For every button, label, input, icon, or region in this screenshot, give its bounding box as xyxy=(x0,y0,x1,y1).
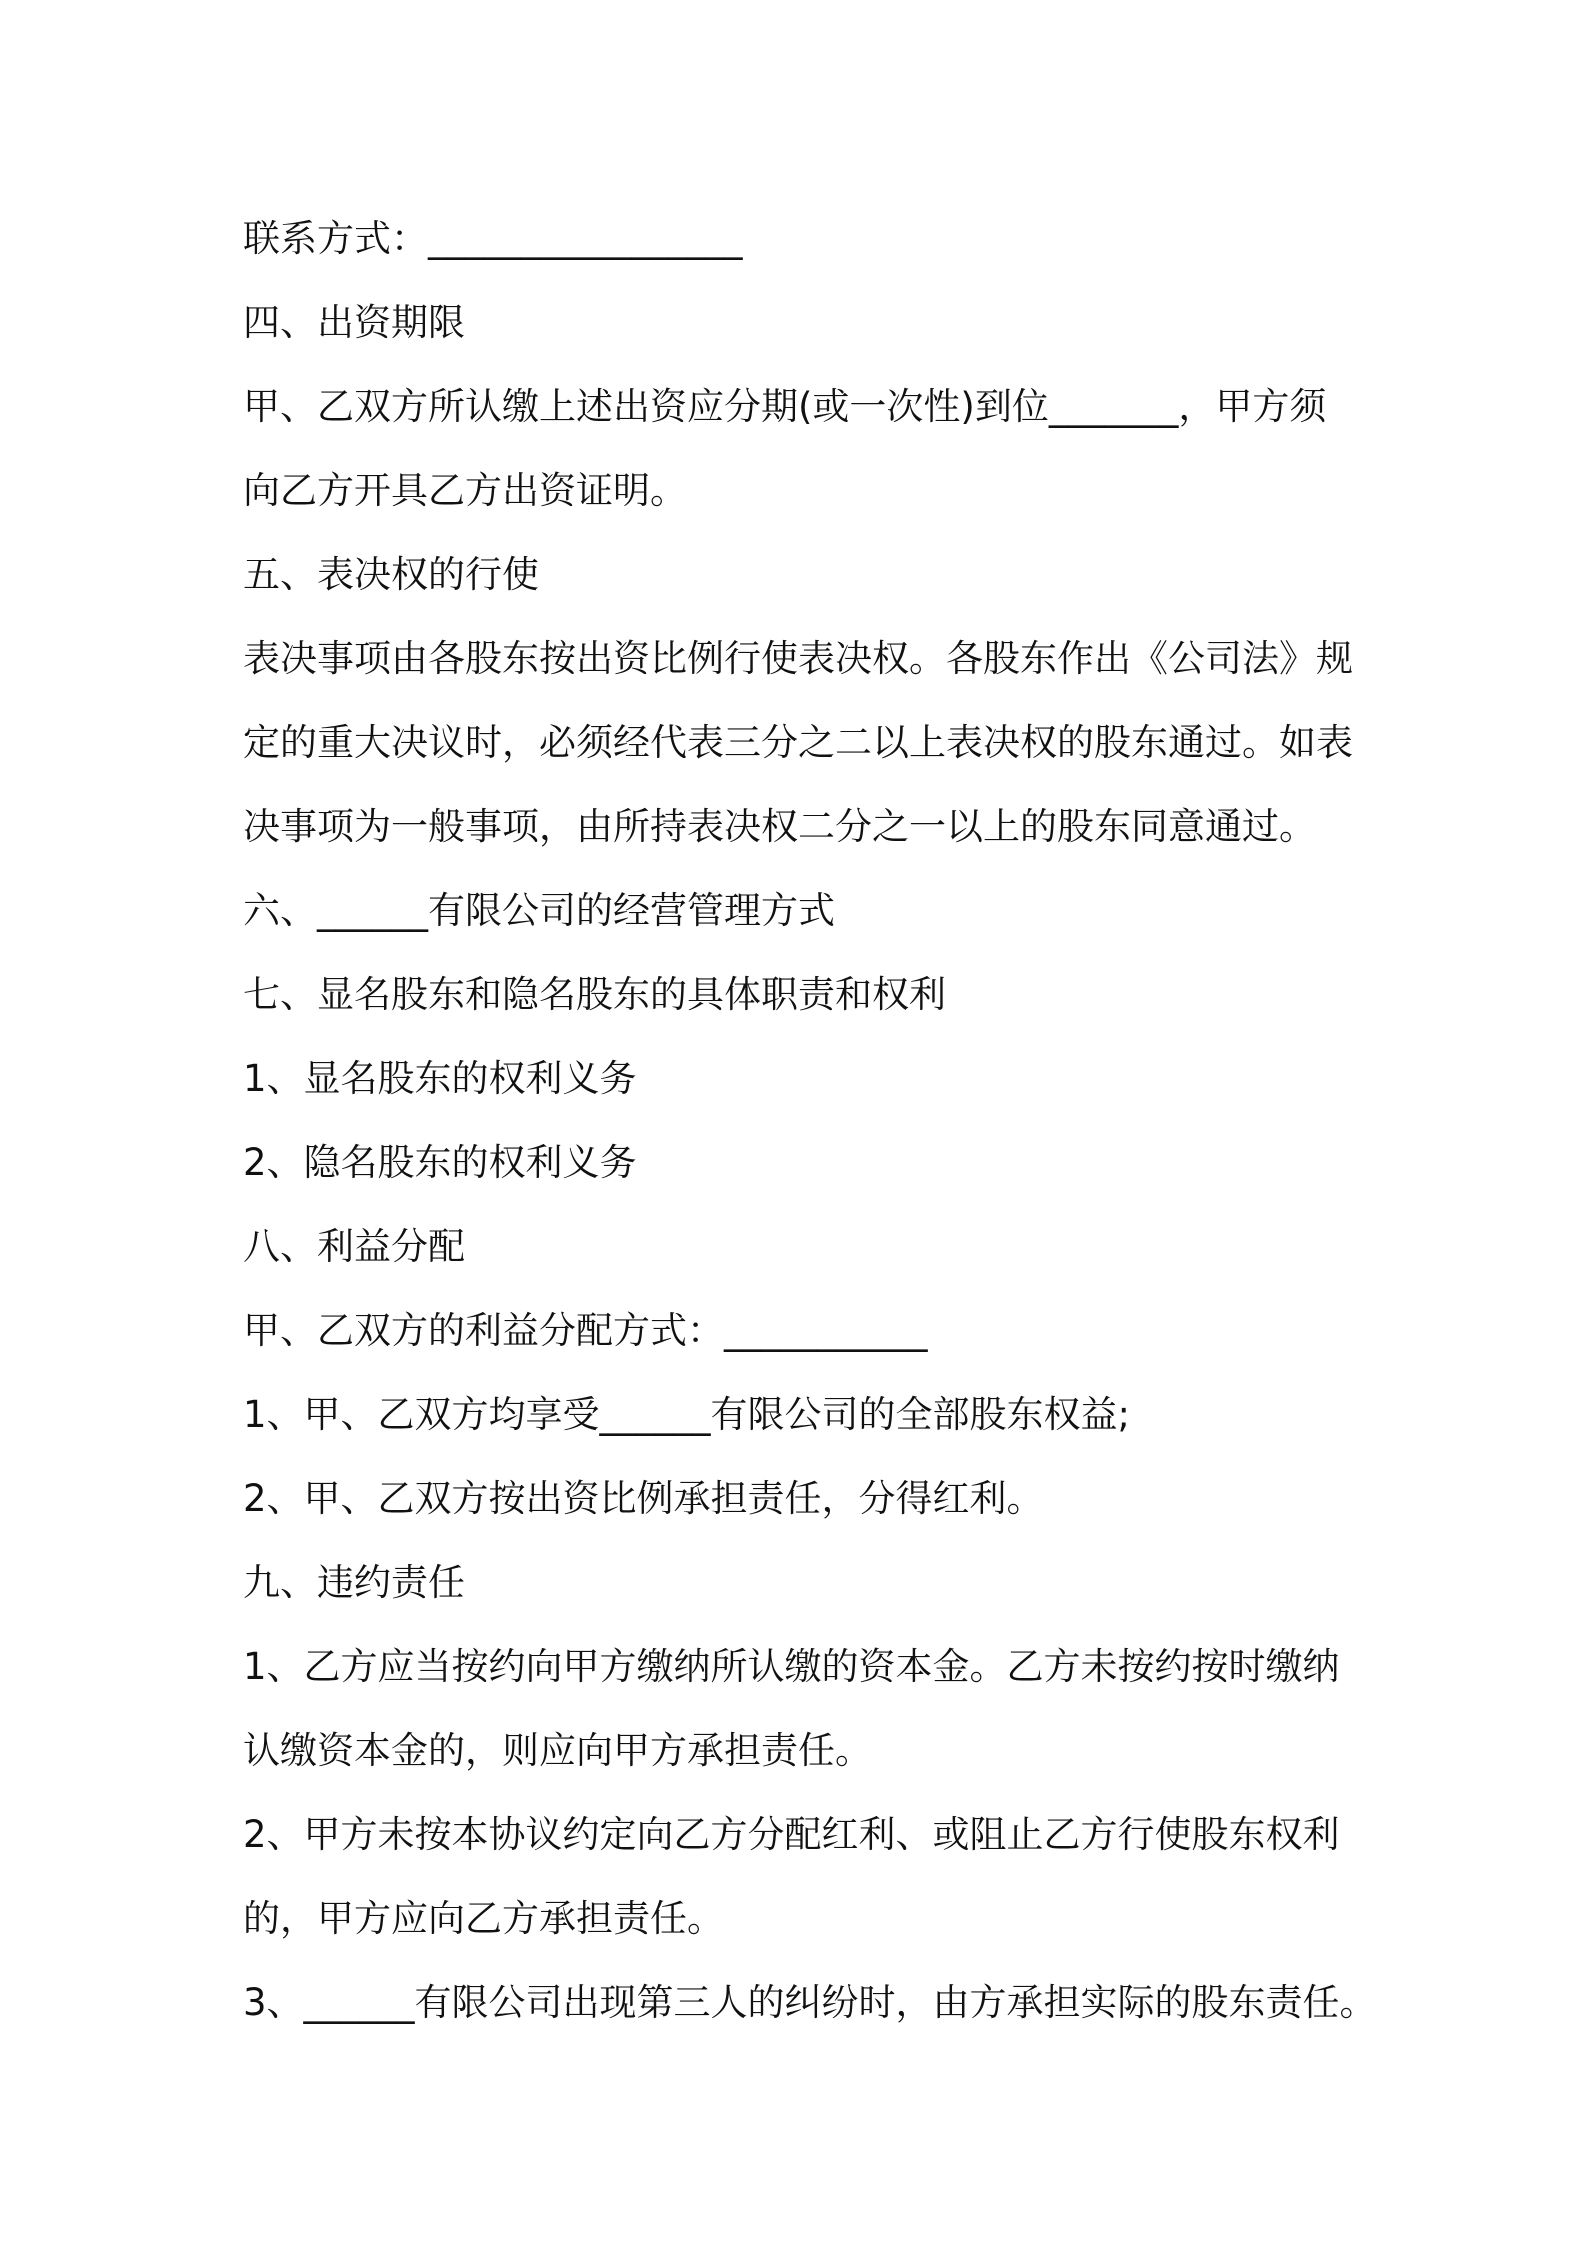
paragraph-line: 表决事项由各股东按出资比例行使表决权。各股东作出《公司法》规 xyxy=(243,637,1353,680)
list-item: 3、______有限公司出现第三人的纠纷时，由方承担实际的股东责任。 xyxy=(243,1981,1377,2024)
contact-line: 联系方式：_________________ xyxy=(243,217,743,260)
list-item: 1、甲、乙双方均享受______有限公司的全部股东权益; xyxy=(243,1393,1131,1436)
paragraph-line: 的，甲方应向乙方承担责任。 xyxy=(243,1897,724,1940)
paragraph-line: 决事项为一般事项，由所持表决权二分之一以上的股东同意通过。 xyxy=(243,805,1316,848)
paragraph-line: 认缴资本金的，则应向甲方承担责任。 xyxy=(243,1729,872,1772)
section-4-heading: 四、出资期限 xyxy=(243,301,465,344)
paragraph-line: 定的重大决议时，必须经代表三分之二以上表决权的股东通过。如表 xyxy=(243,721,1353,764)
list-item: 2、甲、乙双方按出资比例承担责任，分得红利。 xyxy=(243,1477,1044,1520)
paragraph-line: 向乙方开具乙方出资证明。 xyxy=(243,469,687,512)
list-item: 2、隐名股东的权利义务 xyxy=(243,1141,637,1184)
section-5-heading: 五、表决权的行使 xyxy=(243,553,539,596)
section-7-heading: 七、显名股东和隐名股东的具体职责和权利 xyxy=(243,973,946,1016)
document-body xyxy=(243,197,1377,2045)
paragraph-line: 甲、乙双方的利益分配方式：___________ xyxy=(243,1309,928,1352)
section-9-heading: 九、违约责任 xyxy=(243,1561,465,1604)
section-6-heading: 六、______有限公司的经营管理方式 xyxy=(243,889,835,932)
list-item: 1、乙方应当按约向甲方缴纳所认缴的资本金。乙方未按约按时缴纳 xyxy=(243,1645,1340,1688)
list-item: 2、甲方未按本协议约定向乙方分配红利、或阻止乙方行使股东权利 xyxy=(243,1813,1340,1856)
section-8-heading: 八、利益分配 xyxy=(243,1225,465,1268)
list-item: 1、显名股东的权利义务 xyxy=(243,1057,637,1100)
paragraph-line: 甲、乙双方所认缴上述出资应分期(或一次性)到位_______，甲方须 xyxy=(243,385,1327,428)
